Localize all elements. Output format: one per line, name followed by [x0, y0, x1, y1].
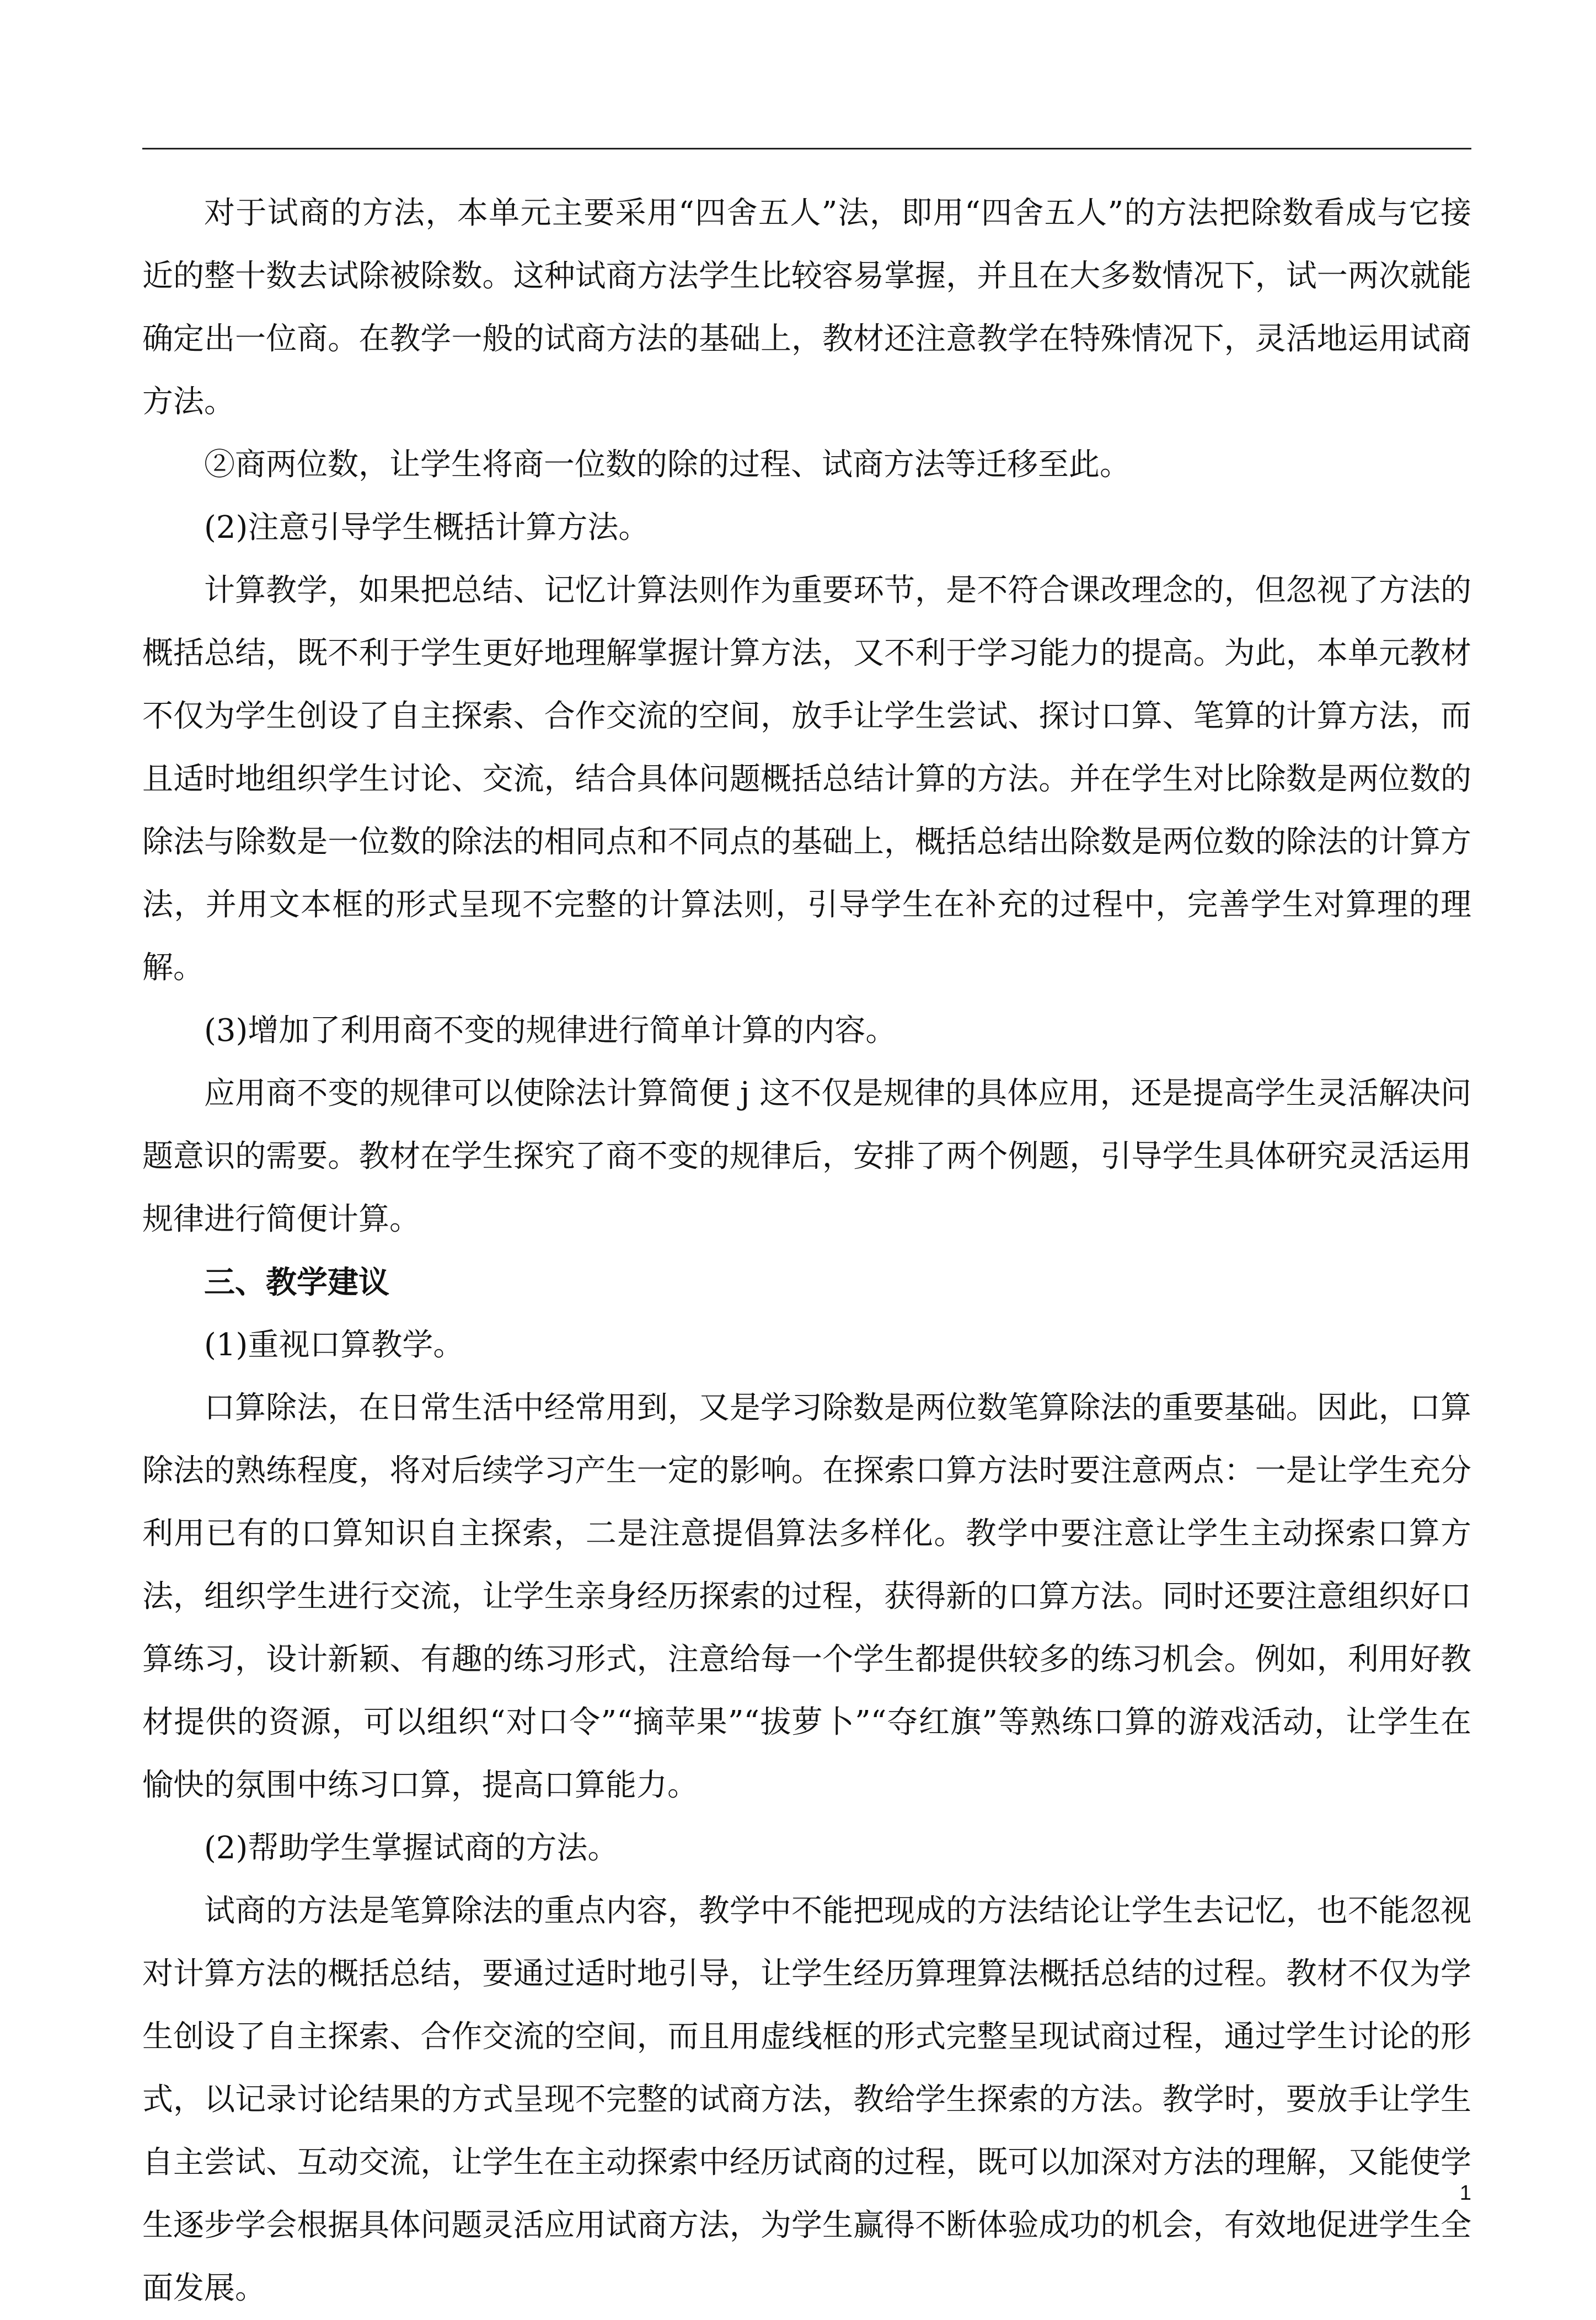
page-content — [142, 182, 1471, 2320]
paragraph: 试商的方法是笔算除法的重点内容，教学中不能把现成的方法结论让学生去记忆，也不能忽视对计算方法的概括总结，要通过适时地引导，让学生经历算理算法概括总结的过程。教材不仅为学生创设了自主探索、合作交流的空间，而且用虚线框的形式完整呈现试商过程，通过学生讨论的形式，以记录讨论结果的方式呈现不完整的试商方法，教给学生探索的方法。教学时，要放手让学生自主尝试、互动交流，让学生在主动探索中经历试商的过程，既可以加深对方法的理解，又能使学生逐步学会根据具体问题灵活应用试商方法，为学生赢得不断体验成功的机会，有效地促进学生全面发展。 — [142, 1893, 1471, 2306]
paragraph: (2)帮助学生掌握试商的方法。 — [204, 1830, 619, 1866]
page-number: 1 — [1459, 2182, 1471, 2205]
paragraph: (2)注意引导学生概括计算方法。 — [204, 510, 650, 546]
paragraph: (3)增加了利用商不变的规律进行简单计算的内容。 — [204, 1013, 897, 1049]
paragraph: (1)重视口算教学。 — [204, 1327, 464, 1363]
paragraph: ②商两位数，让学生将商一位数的除的过程、试商方法等迁移至此。 — [204, 447, 1131, 483]
paragraph: 应用商不变的规律可以使除法计算简便 j 这不仅是规律的具体应用，还是提高学生灵活解决问题意识的需要。教材在学生探究了商不变的规律后，安排了两个例题，引导学生具体研究灵活运用规律进行简便计算。 — [142, 1076, 1471, 1237]
header-rule — [142, 148, 1471, 149]
paragraph: 对于试商的方法，本单元主要采用“四舍五人”法，即用“四舍五人”的方法把除数看成与它接近的整十数去试除被除数。这种试商方法学生比较容易掌握，并且在大多数情况下，试一两次就能确定出一位商。在教学一般的试商方法的基础上，教材还注意教学在特殊情况下，灵活地运用试商方法。 — [142, 195, 1471, 420]
paragraph: 计算教学，如果把总结、记忆计算法则作为重要环节，是不符合课改理念的，但忽视了方法的概括总结，既不利于学生更好地理解掌握计算方法，又不利于学习能力的提高。为此，本单元教材不仅为学生创设了自主探索、合作交流的空间，放手让学生尝试、探讨口算、笔算的计算方法，而且适时地组织学生讨论、交流，结合具体问题概括总结计算的方法。并在学生对比除数是两位数的除法与除数是一位数的除法的相同点和不同点的基础上，概括总结出除数是两位数的除法的计算方法，并用文本框的形式呈现不完整的计算法则，引导学生在补充的过程中，完善学生对算理的理解。 — [142, 573, 1471, 986]
section-heading: 三、教学建议 — [204, 1264, 389, 1301]
paragraph: 口算除法，在日常生活中经常用到，又是学习除数是两位数笔算除法的重要基础。因此，口算除法的熟练程度，将对后续学习产生一定的影响。在探索口算方法时要注意两点：一是让学生充分利用已有的口算知识自主探索，二是注意提倡算法多样化。教学中要注意让学生主动探索口算方法，组织学生进行交流，让学生亲身经历探索的过程，获得新的口算方法。同时还要注意组织好口算练习，设计新颖、有趣的练习形式，注意给每一个学生都提供较多的练习机会。例如，利用好教材提供的资源，可以组织“对口令”“摘苹果”“拔萝卜”“夺红旗”等熟练口算的游戏活动，让学生在愉快的氛围中练习口算，提高口算能力。 — [142, 1390, 1471, 1803]
